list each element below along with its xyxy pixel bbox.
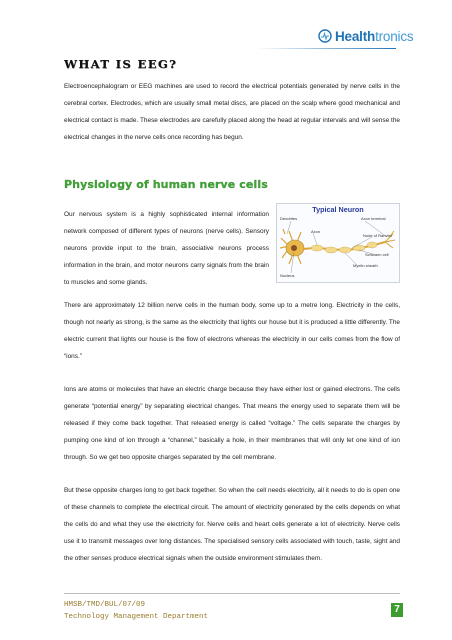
footer-department: Technology Management Department [64,613,209,621]
paragraph-nerve-cell-electricity: There are approximately 12 billion nerve cells in the human body, some up to a metre long. Electricity in the cells, though not nearly as strong, is the same as the electricity that lights our house but it is produced a little differently. The electric current that lights our house is the flow of electrons whereas the electricity in our cells comes from the flow of “ions.” [64,302,400,360]
label-myelin-sheath: Myelin sheath [353,263,378,268]
header-rule [256,48,396,49]
footer-rule [64,593,400,594]
paragraph-nervous-system: Our nervous system is a highly sophisticated internal information network composed of different types of neurons (nerve cells). Sensory neurons provide input to the brain, associative neurons process information in the brain, and motor neurons carry signals from the brain to muscles and some glands. [64,211,269,286]
paragraph-opposite-charges: But these opposite charges long to get back together. So when the cell needs electricity, all it needs to do is open one of these channels to complete the electrical circuit. The amount of electricity generated by the cells depends on what the cells do and what they use the electricity for. Nerve cells and heart cells generate a lot of electricity. Nerve cells use it to transmit messages over long distances. The specialised sensory cells associated with touch, taste, sight and the other senses produce electrical signals when the outside environment stimulates them. [64,487,400,562]
logo-health-text: Health [335,28,376,44]
label-dendrites: Dendrites [280,216,298,221]
healthtronics-logo [318,26,413,46]
paragraph-ions: Ions are atoms or molecules that have an electric charge because they have either lost or gained electrons. The cells generate “potential energy” by separating electrical changes. That means the energy used to separate them will be released if they come back together. That released energy is called “voltage.” The cells separate the charges by pumping one kind of ion through a “channel,” basically a hole, in their membranes that will only let one kind of ion through. So we get two opposite charges separated by the cell membrane. [64,386,400,461]
neuron-diagram [276,203,400,283]
label-schwann-cell: Schwann cell [365,252,389,257]
logo-tronics-text: tronics [375,28,414,44]
label-nucleus: Nucleus [280,273,295,278]
paragraph-eeg-definition: Electroencephalogram or EEG machines are used to record the electrical potentials generated by nerve cells in the cerebral cortex. Electrodes, which are usually small metal discs, are placed on the scalp where good mechanical and electrical contact is made. These electrodes are carefully placed along the head at regular intervals and will sense the electrical changes in the nerve cells once recording has begun. [64,83,400,141]
neuron-diagram-title: Typical Neuron [312,205,364,214]
label-axon-terminal: Axon terminal [361,216,386,221]
label-node-of-ranvier: Node of Ranvier [363,233,392,238]
section-heading-what-is-eeg: WHAT IS EEG? [64,57,178,71]
label-axon: Axon [311,229,321,234]
logo-mark-icon [318,29,332,43]
section-heading-physiology: Physiology of human nerve cells [64,178,268,191]
page-number-badge: 7 [391,603,403,617]
footer-doc-ref: HMSB/TMD/BUL/07/09 [64,601,146,609]
